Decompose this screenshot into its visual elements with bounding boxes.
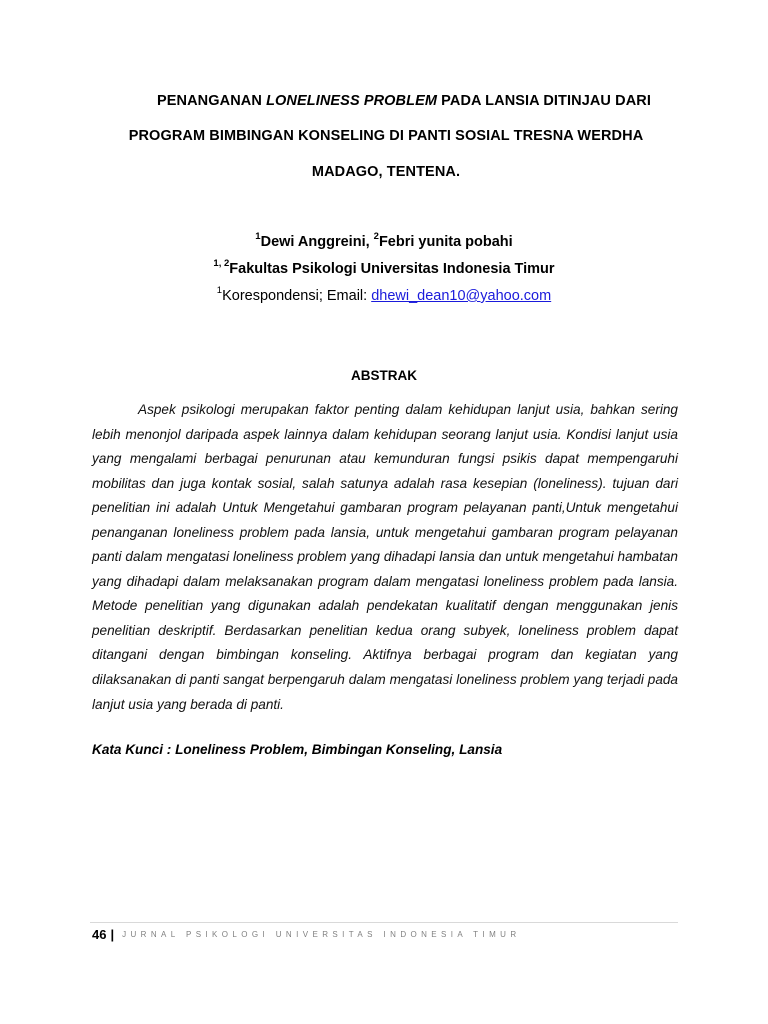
title-line-1 [20, 93, 768, 109]
title-line-1-prefix: PENANGANAN [157, 93, 267, 109]
author2-name: Febri yunita pobahi [378, 234, 513, 250]
abstract-heading: ABSTRAK [351, 368, 417, 383]
journal-name: JURNAL PSIKOLOGI UNIVERSITAS INDONESIA TIMUR [122, 929, 521, 939]
author1-name: Dewi Anggreini, [260, 234, 374, 250]
correspondence [0, 285, 768, 304]
correspondence-label: Korespondensi; Email: [222, 288, 372, 304]
title-line-1-italic: LONELINESS PROBLEM [266, 93, 438, 109]
title-line-2: PROGRAM BIMBINGAN KONSELING DI PANTI SOSIAL TRESNA WERDHA [128, 128, 644, 144]
title-line-1-suffix: PADA LANSIA DITINJAU DARI [437, 93, 651, 109]
email-link[interactable]: dhewi_dean10@yahoo.com [371, 288, 552, 304]
author2-superscript: 2 [373, 231, 379, 242]
correspondence-superscript: 1 [216, 285, 223, 296]
author-list [0, 231, 768, 250]
affiliation-text: Fakultas Psikologi Universitas Indonesia Timur [229, 261, 555, 277]
keywords: Kata Kunci : Loneliness Problem, Bimbingan Konseling, Lansia [92, 742, 503, 757]
affiliation-superscript: 1, 2 [213, 258, 230, 269]
footer-separator: | [110, 926, 115, 942]
page-number: 46 [92, 926, 107, 942]
page-footer [92, 925, 521, 943]
affiliation [0, 258, 768, 277]
footer-divider [90, 922, 678, 923]
title-line-3: MADAGO, TENTENA. [311, 164, 461, 180]
abstract-body: Aspek psikologi merupakan faktor penting dalam kehidupan lanjut usia, bahkan sering lebih menonjol daripada aspek lainnya dalam kehidupan seorang lanjut usia. Kondisi lanjut usia yang mengalami berbagai penurunan atau kemunduran fungsi psikis dapat mempengaruhi mobilitas dan juga kontak sosial, salah satunya adalah rasa kesepian (loneliness). tujuan dari penelitian ini adalah Untuk Mengetahui gambaran program pelayanan panti,Untuk mengetahui penanganan loneliness problem pada lansia, untuk mengetahui gambaran program pelayanan panti dalam mengatasi loneliness problem yang dihadapi lansia dan untuk mengetahui hambatan yang dihadapi dalam melaksanakan program dalam mengatasi loneliness problem pada lansia. Metode penelitian yang digunakan adalah pendekatan kualitatif dengan menggunakan jenis penelitian deskriptif. Berdasarkan penelitian kedua orang subyek, loneliness problem dapat ditangani dengan bimbingan konseling. Aktifnya berbagai program dan kegiatan yang dilaksanakan di panti sangat berpengaruh dalam mengatasi loneliness problem yang terjadi pada lanjut usia yang berada di panti. [92, 402, 678, 712]
author1-superscript: 1 [255, 231, 261, 242]
